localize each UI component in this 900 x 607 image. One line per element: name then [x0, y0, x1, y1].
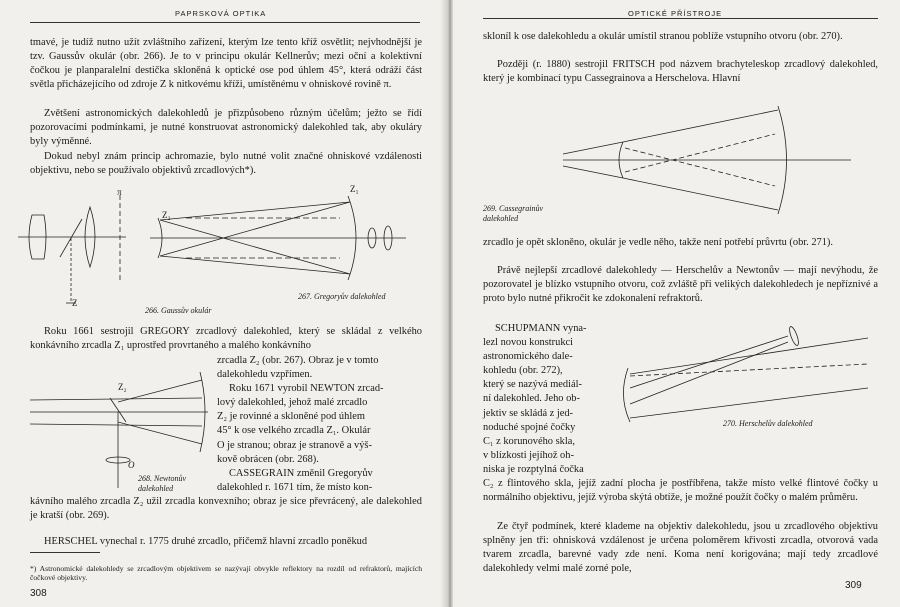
caption-266: 266. Gaussův okulár [145, 306, 212, 315]
schupmann-line-8: C₁ z korunového skla, [483, 435, 575, 447]
tilted-mirror [623, 368, 630, 422]
schupmann-line-10: niska je rozptylná čočka [483, 463, 584, 475]
gregory-line-4: Z₂ je rovinné a skloněné pod úhlem [217, 411, 365, 423]
label-o: O [128, 460, 135, 470]
schupmann-line-1: lezl novou konstrukci [483, 337, 574, 349]
header-rule-left [30, 22, 420, 23]
ray-dashed [630, 364, 868, 376]
caption-267: 267. Gregoryův dalekohled [298, 292, 386, 301]
gregory-line-6: O je stranou; obraz je stranově a výš- [217, 439, 372, 451]
paragraph-fritsch: Později (r. 1880) sestrojil FRITSCH pod názvem brachyteleskop zrcadlový dalekohled, který je kombinací typu Cassegrainova a Herschelova. Hlavní [483, 59, 878, 85]
paragraph-gregory: Roku 1661 sestrojil GREGORY zrcadlový dalekohled, který se skládal z velkého konkávního zrcadla Z₁ uprostřed provrtaného a malého konkávního [30, 326, 422, 352]
ray-upper [630, 338, 868, 374]
ray-out-1 [563, 142, 623, 154]
header-rule-right [483, 18, 878, 19]
ray-to-eyepiece-2 [630, 342, 788, 404]
footnote: *) Astronomické dalekohledy se zrcadlovým objektivem se nazývají obvykle reflektory na rozdíl od refraktorů, majících čočkové objektivy. [30, 563, 422, 582]
gregory-line-8: CASSEGRAIN změnil Gregoryův [229, 467, 373, 479]
label-z2-fig268: Z₂ [118, 382, 127, 392]
ray-bottom [30, 424, 202, 426]
paragraph-cassegrain-cont: kávního malého zrcadla Z₂ užil zrcadla konvexního; obraz je sice převrácený, ale dalekohled je kratší (obr. 269). [30, 496, 422, 522]
running-head-right: OPTICKÉ PŘÍSTROJE [628, 9, 723, 18]
running-head-left: PAPRSKOVÁ OPTIKA [175, 9, 267, 18]
column-schupmann-text [483, 322, 613, 477]
gregory-line-9: dalekohled r. 1671 tím, že místo kon- [217, 481, 373, 493]
ray-1 [160, 202, 350, 220]
page-number-right: 309 [845, 580, 862, 591]
gregory-line-0: zrcadla Z₂ (obr. 267). Obraz je v tomto [217, 355, 379, 366]
eyepiece [788, 326, 800, 347]
figure-267-gregory [150, 188, 408, 284]
paragraph-herschel-cont: skloníl k ose dalekohledu a okulár umístil stranou poblíže vstupního otvoru (obr. 270). [483, 31, 843, 42]
paragraph-magnification: Zvětšení astronomických dalekohledů je přizpůsobeno různým účelům; ježto se řídí pozorovacími podmínkami, je nutné konstruovat astronomický dalekohled tak, aby okuláry byly výměnné. [30, 108, 422, 148]
ray-3 [625, 148, 775, 186]
gregory-line-3: lový dalekohled, jehož malé zrcadlo [217, 397, 368, 409]
schupmann-line-7: noduché spojné čočky [483, 421, 576, 433]
page-number-left: 308 [30, 588, 47, 599]
gregory-line-5: 45° k ose velkého zrcadla Z₁. Okulár [217, 425, 371, 437]
right-page [453, 0, 900, 607]
schupmann-line-0: SCHUPMANN vyna- [495, 323, 587, 334]
ray-out-2 [563, 166, 623, 178]
schupmann-line-6: jektiv se skládá z jed- [483, 407, 574, 419]
label-z1-fig267: Z₁ [350, 184, 359, 194]
ray-lower [630, 388, 868, 418]
caption-270: 270. Herschelův dalekohled [723, 419, 813, 428]
paragraph-no-bore: zrcadlo je opět skloněno, okulár je vedle něho, takže není potřebí průvrtu (obr. 271). [483, 237, 833, 248]
ray-top [30, 398, 202, 400]
ray-4 [625, 134, 775, 172]
schupmann-line-9: v blízkosti jejíhož oh- [483, 449, 574, 461]
label-z2-fig267: Z₂ [162, 210, 171, 220]
ray-4 [160, 202, 350, 256]
gregory-line-2: Roku 1671 vyrobil NEWTON zrcad- [229, 383, 384, 395]
paragraph-four-conditions: Ze čtyř podmínek, které klademe na objektiv dalekohledu, jsou u zrcadlového objektivu splněny jen tři: ohnisková vzdálenost je určena poloměrem křivosti zrcadla, otvorová vada tvarem zrcadla, barevné vady zde není. Koma není korigována; mají tedy zrcadlové dalekohledy velmi malé zorné pole, [483, 521, 878, 575]
left-page [0, 0, 447, 607]
schupmann-line-2: astronomického dale- [483, 351, 573, 363]
ray-2 [623, 178, 778, 210]
caption-268: 268. Newtonův dalekohled [138, 474, 186, 493]
paragraph-best-reflectors: Právě nejlepší zrcadlové dalekohledy — Herschelův a Newtonův — mají nevýhodu, že pozorovatel je blízko vstupního otvoru, což zvláště při velikých dalekohledech je nepříznivé a proto bylo nutné přikročit ke zdokonalení refraktorů. [483, 265, 878, 305]
figure-266-gauss-eyepiece [18, 185, 128, 310]
ray-1 [623, 110, 778, 142]
schupmann-line-4: který se nazývá mediál- [483, 379, 582, 391]
schupmann-line-3: kohledu (obr. 272), [483, 365, 563, 377]
ray-to-eyepiece-1 [630, 336, 788, 388]
schupmann-line-5: ní dalekohled. Jeho ob- [483, 393, 580, 405]
gregory-line-1: dalekohledu vzpřímen. [217, 369, 313, 381]
paragraph-achromasy: Dokud nebyl znám princip achromazie, bylo nutné volit značné ohniskové vzdálenosti objektivu, nebo se používalo objektivů zrcadlových*). [30, 151, 422, 177]
paragraph-herschel: HERSCHEL vynechal r. 1775 druhé zrcadlo, přičemž hlavní zrcadlo poněkud [44, 536, 368, 547]
label-z-source: Z [72, 298, 78, 308]
figure-269-cassegrain [563, 100, 853, 218]
gregory-line-7: kově obrácen (obr. 268). [217, 453, 319, 465]
paragraph-gauss: tmavé, je tudíž nutno užít zvláštního zařízení, kterým lze tento kříž osvětlit; nejvhodnější je tzv. Gaussův okulár (obr. 266). Je to v principu okulár Kellnerův; mezi oční a kolektivní čočkou je planparalelní destička skloněná k optické ose pod úhlem 45°, která odráží část světla přicházejícího od zdroje Z k nitkovému kříži, umístěnému v ohniskové rovině π. [30, 37, 422, 91]
ray-3 [160, 220, 350, 274]
paragraph-flint: C₂ z flintového skla, jejíž zadní plocha je postříbřena, takže místo velké flintové čočky u normálního objektivu, jejíž výroba skýtá obtíže, je možné použít čočky o malém průměru. [483, 478, 878, 504]
caption-269: 269. Cassegrainův dalekohled [483, 204, 543, 223]
column-gregory-text [217, 354, 422, 495]
footnote-rule [30, 552, 100, 553]
label-pi: π [117, 187, 122, 197]
ray-2 [160, 256, 350, 274]
